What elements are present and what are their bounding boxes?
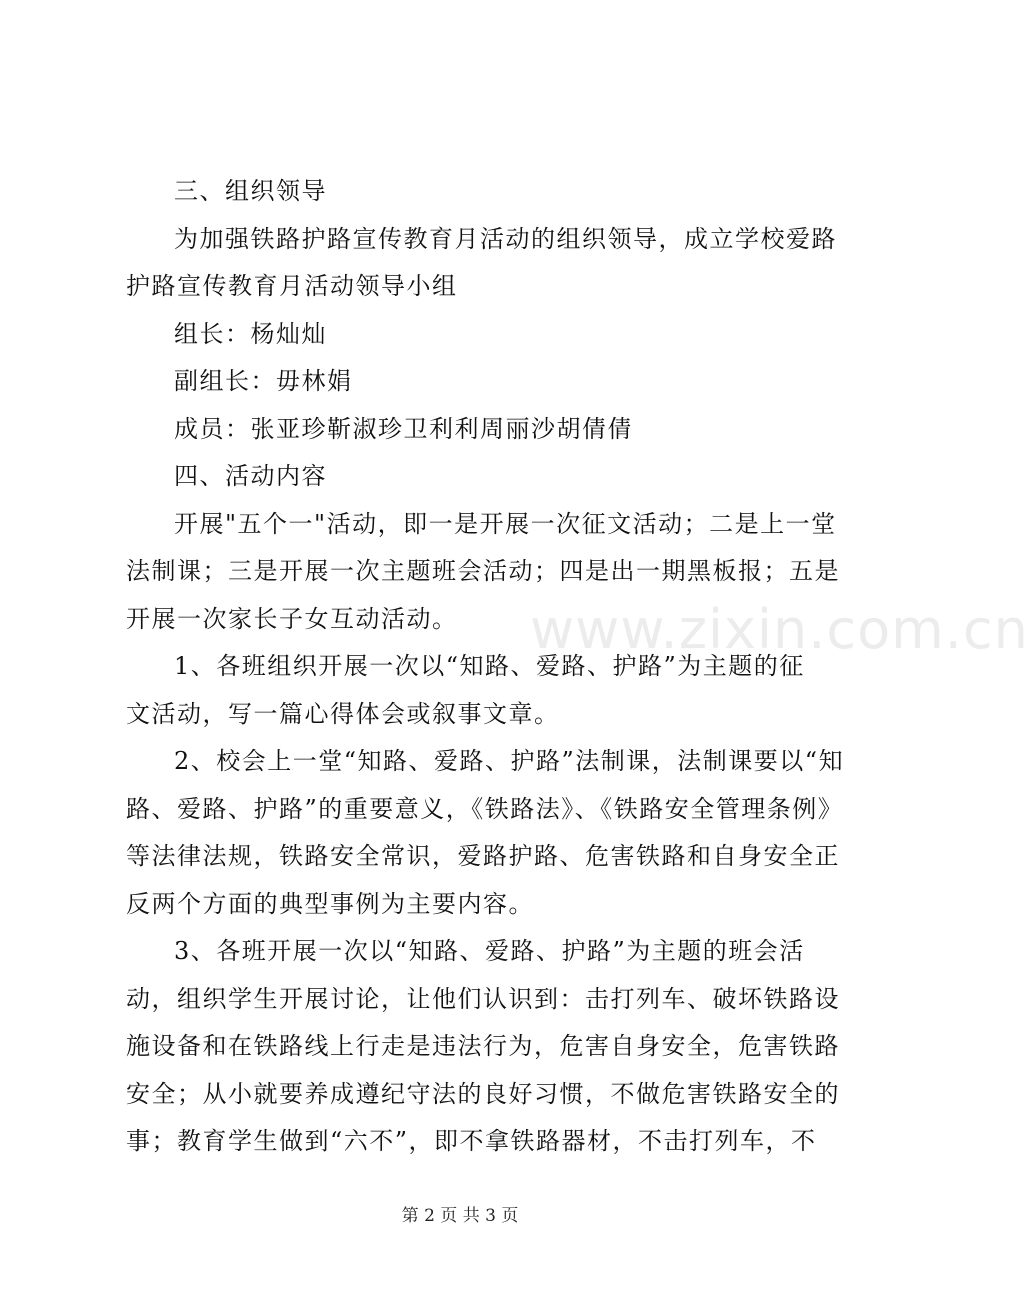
page-footer: 第 2 页 共 3 页 (401, 1206, 519, 1226)
text-line: 组长：杨灿灿 (174, 319, 327, 348)
text-line: 开展一次家长子女互动活动。 (126, 604, 458, 633)
text-line: 1、各班组织开展一次以“知路、爱路、护路”为主题的征 (174, 652, 805, 680)
text-line: 护路宣传教育月活动领导小组 (126, 272, 458, 300)
text-line: 文活动，写一篇心得体会或叙事文章。 (126, 699, 560, 728)
text-line: 2、校会上一堂“知路、爱路、护路”法制课，法制课要以“知 (174, 747, 845, 775)
text-line: 反两个方面的典型事例为主要内容。 (126, 889, 534, 918)
text-line: 副组长：毋林娟 (174, 367, 353, 395)
text-line: 事；教育学生做到“六不”，即不拿铁路器材，不击打列车，不 (126, 1127, 817, 1155)
text-line: 四、活动内容 (174, 462, 327, 490)
text-line: 为加强铁路护路宣传教育月活动的组织领导，成立学校爱路 (174, 224, 837, 253)
text-line: 开展"五个一"活动，即一是开展一次征文活动；二是上一堂 (174, 509, 837, 538)
text-line: 安全；从小就要养成遵纪守法的良好习惯，不做危害铁路安全的 (126, 1079, 840, 1108)
text-line: 施设备和在铁路线上行走是违法行为，危害自身安全，危害铁路 (126, 1032, 840, 1060)
text-line: 3、各班开展一次以“知路、爱路、护路”为主题的班会活 (174, 937, 805, 965)
text-line: 等法律法规，铁路安全常识，爱路护路、危害铁路和自身安全正 (126, 842, 840, 870)
text-line: 动，组织学生开展讨论，让他们认识到：击打列车、破坏铁路设 (126, 984, 840, 1013)
watermark: www.zixin.com.cn (530, 598, 1029, 661)
document-body (126, 168, 845, 1166)
text-line: 路、爱路、护路”的重要意义，《铁路法》、《铁路安全管理条例》 (126, 794, 844, 823)
text-line: 法制课；三是开展一次主题班会活动；四是出一期黑板报；五是 (126, 557, 840, 585)
text-line: 成员：张亚珍靳淑珍卫利利周丽沙胡倩倩 (174, 414, 633, 443)
text-line: 三、组织领导 (174, 177, 327, 205)
